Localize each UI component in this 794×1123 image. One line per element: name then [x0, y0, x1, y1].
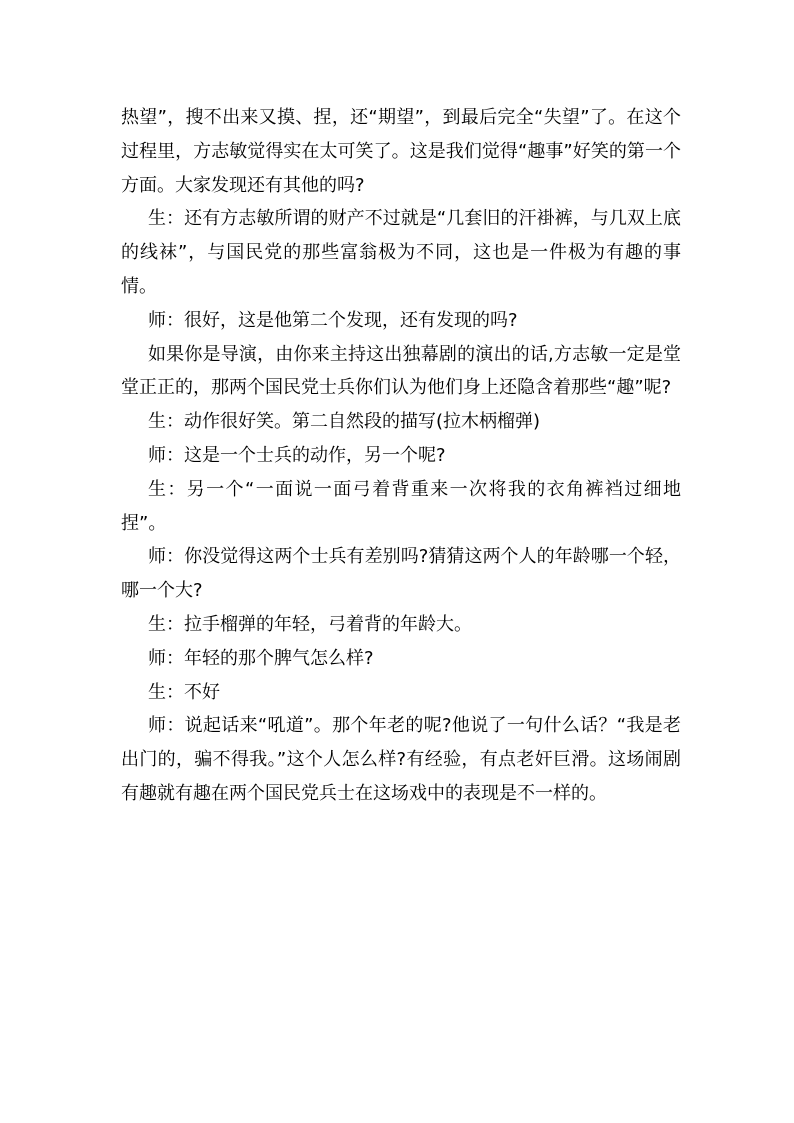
paragraph-student-answer: 生：另一个“一面说一面弓着背重来一次将我的衣角裤裆过细地捏”。 — [121, 478, 681, 534]
paragraph-continuation: 热望”，搜不出来又摸、捏，还“期望”，到最后完全“失望”了。在这个过程里，方志敏觉得实在太可笑了。这是我们觉得“趣事”好笑的第一个方面。大家发现还有其他的吗? — [121, 107, 681, 196]
paragraph-student-answer: 生：拉手榴弹的年轻，弓着背的年龄大。 — [148, 613, 472, 635]
paragraph-student-answer: 生：不好 — [148, 681, 220, 703]
document-body — [121, 101, 681, 811]
paragraph-teacher-remark: 师：你没觉得这两个士兵有差别吗?猜猜这两个人的年龄哪一个轻，哪一个大? — [121, 546, 681, 602]
paragraph-teacher-remark: 师：很好，这是他第二个发现，还有发现的吗? — [148, 309, 518, 331]
paragraph-teacher-remark: 师：说起话来“吼道”。那个年老的呢?他说了一句什么话？“我是老出门的，骗不得我。”这个人怎么样?有经验，有点老奸巨滑。这场闹剧有趣就有趣在两个国民党兵士在这场戏中的表现是不一样的。 — [121, 715, 681, 804]
paragraph-teacher-remark: 师：这是一个士兵的动作，另一个呢? — [148, 444, 446, 466]
paragraph-student-answer: 生：动作很好笑。第二自然段的描写(拉木柄榴弹) — [148, 411, 541, 433]
paragraph-student-answer: 生：还有方志敏所谓的财产不过就是“几套旧的汗褂裤，与几双上底的线袜”，与国民党的那些富翁极为不同，这也是一件极为有趣的事情。 — [121, 208, 681, 297]
paragraph-teacher-remark: 师：年轻的那个脾气怎么样? — [148, 647, 374, 669]
paragraph-director-question: 如果你是导演，由你来主持这出独幕剧的演出的话,方志敏一定是堂堂正正的，那两个国民党士兵你们认为他们身上还隐含着那些“趣”呢? — [121, 343, 681, 399]
